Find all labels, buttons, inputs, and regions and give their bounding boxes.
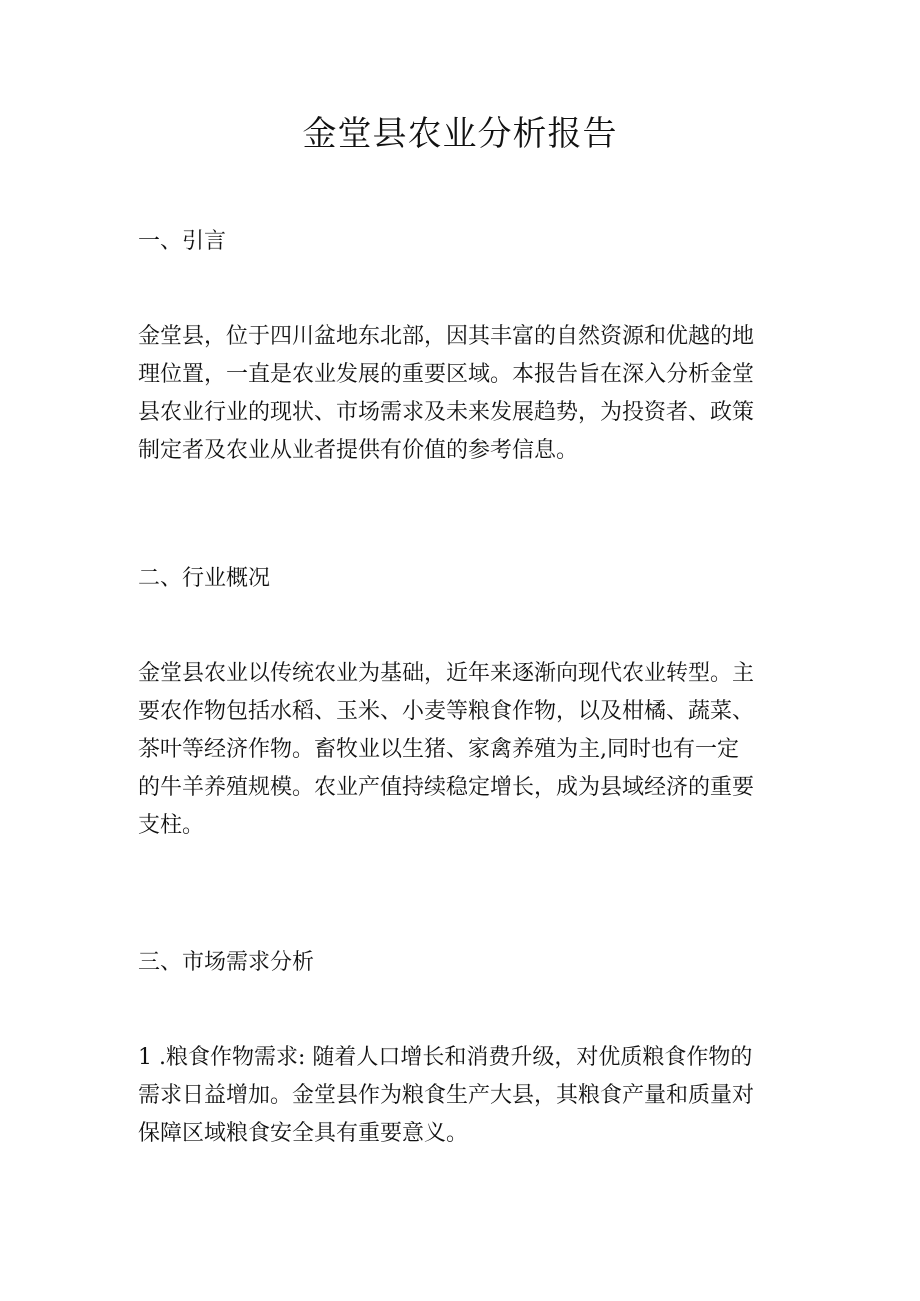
paragraph-line: 要农作物包括水稻、玉米、小麦等粮食作物，以及柑橘、蔬菜、 xyxy=(138,699,755,724)
section-paragraph-introduction xyxy=(138,318,798,470)
section-paragraph-industry-overview xyxy=(138,655,798,845)
paragraph-line: 需求日益增加。金堂县作为粮食生产大县，其粮食产量和质量对 xyxy=(138,1083,755,1108)
paragraph-line: 金堂县，位于四川盆地东北部，因其丰富的自然资源和优越的地 xyxy=(138,324,755,349)
page-title: 金堂县农业分析报告 xyxy=(302,114,618,154)
paragraph-line: 保障区域粮食安全具有重要意义。 xyxy=(138,1121,469,1146)
paragraph-line: 的牛羊养殖规模。农业产值持续稳定增长，成为县域经济的重要 xyxy=(138,775,755,800)
paragraph-line: 1 .粮食作物需求: 随着人口增长和消费升级，对优质粮食作物的 xyxy=(138,1045,753,1070)
section-paragraph-market-demand xyxy=(138,1039,798,1153)
paragraph-line: 县农业行业的现状、市场需求及未来发展趋势，为投资者、政策 xyxy=(138,400,755,425)
paragraph-line: 理位置，一直是农业发展的重要区域。本报告旨在深入分析金堂 xyxy=(138,362,755,387)
paragraph-line: 金堂县农业以传统农业为基础，近年来逐渐向现代农业转型。主 xyxy=(138,661,755,686)
section-heading-industry-overview: 二、行业概况 xyxy=(138,566,271,591)
paragraph-line: 支柱。 xyxy=(138,813,205,838)
paragraph-line: 茶叶等经济作物。畜牧业以生猪、家禽养殖为主,同时也有一定 xyxy=(138,737,739,762)
paragraph-line: 制定者及农业从业者提供有价值的参考信息。 xyxy=(138,438,579,463)
section-heading-market-demand: 三、市场需求分析 xyxy=(138,950,315,975)
section-heading-introduction: 一、引言 xyxy=(138,229,227,254)
